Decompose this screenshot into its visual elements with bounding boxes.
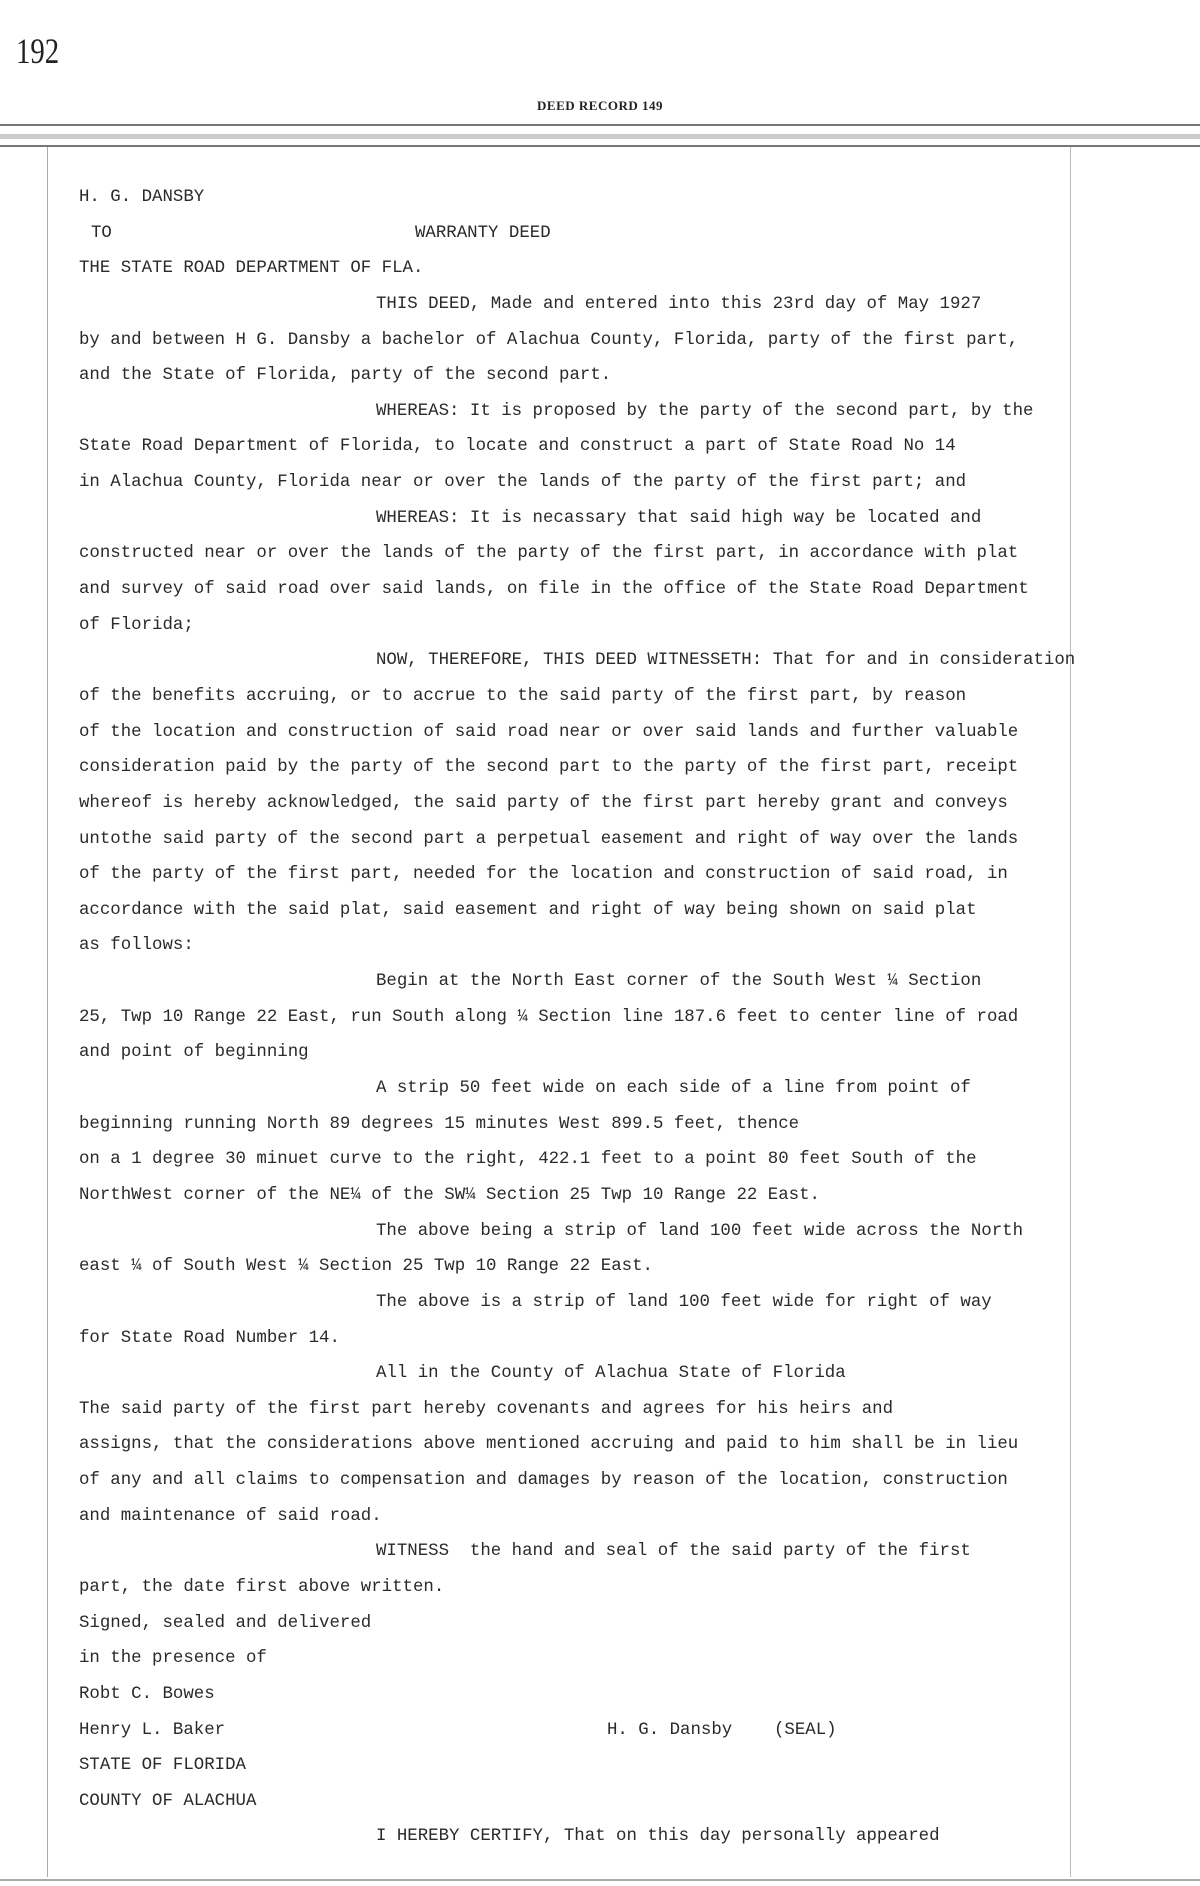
line-text: H. G. DANSBY [79, 188, 205, 207]
text-line [79, 435, 1179, 471]
text-line [79, 934, 1179, 970]
line-text: I HEREBY CERTIFY, That on this day personally appeared [376, 1827, 940, 1847]
line-text: whereof is hereby acknowledged, the said party of the first part hereby grant and conveys [79, 793, 1008, 813]
text-line [79, 1825, 1179, 1861]
line-text: on a 1 degree 30 minuet curve to the right, 422.1 feet to a point 80 feet South of the [79, 1150, 977, 1170]
line-text: in the presence of [79, 1649, 267, 1669]
line-text: The said party of the first part hereby covenants and agrees for his heirs and [79, 1399, 894, 1419]
text-line [79, 1041, 1179, 1077]
text-line [79, 1398, 1179, 1434]
line-text: for State Road Number 14. [79, 1328, 340, 1348]
line-text: 25, Twp 10 Range 22 East, run South along ¼ Section line 187.6 feet to center line of road [79, 1007, 1019, 1027]
line-text: COUNTY OF ALACHUA [79, 1791, 257, 1811]
text-line [79, 578, 1179, 614]
text-line [79, 186, 1179, 222]
text-line [79, 1113, 1179, 1149]
text-line [79, 1754, 1179, 1790]
line-text: by and between H G. Dansby a bachelor of Alachua County, Florida, party of the first part, [79, 330, 1019, 350]
line-text: of any and all claims to compensation and damages by reason of the location, construction [79, 1471, 1008, 1491]
line-text: of the party of the first part, needed for the location and construction of said road, in [79, 865, 1008, 885]
text-line [79, 1220, 1179, 1256]
text-line [79, 542, 1179, 578]
text-line [79, 471, 1179, 507]
text-line [79, 293, 1179, 329]
line-text: NOW, THEREFORE, THIS DEED WITNESSETH: That for and in consideration [376, 651, 1076, 671]
text-line [79, 756, 1179, 792]
line-text: of Florida; [79, 615, 194, 635]
line-text: THE STATE ROAD DEPARTMENT OF FLA. [79, 259, 424, 279]
line-text: WHEREAS: It is proposed by the party of the second part, by the [376, 401, 1034, 421]
line-text: east ¼ of South West ¼ Section 25 Twp 10 Range 22 East. [79, 1257, 653, 1277]
left-margin-line [47, 147, 48, 1877]
line-text: accordance with the said plat, said easement and right of way being shown on said plat [79, 900, 977, 920]
text-line [79, 649, 1179, 685]
text-line [79, 899, 1179, 935]
text-line [79, 364, 1179, 400]
text-line [79, 257, 1179, 293]
text-line [79, 1790, 1179, 1826]
text-line [79, 1433, 1179, 1469]
text-line [79, 1327, 1179, 1363]
text-line [79, 1612, 1179, 1648]
line-text: assigns, that the considerations above mentioned accruing and paid to him shall be in lieu [79, 1435, 1019, 1455]
text-line [79, 863, 1179, 899]
line-text: untothe said party of the second part a perpetual easement and right of way over the lands [79, 829, 1019, 849]
line-text: as follows: [79, 936, 194, 956]
line-text: part, the date first above written. [79, 1577, 445, 1597]
header-rule [0, 124, 1200, 126]
text-line [79, 828, 1179, 864]
line-text: Robt C. Bowes [79, 1684, 215, 1704]
line-text: A strip 50 feet wide on each side of a line from point of [376, 1079, 971, 1099]
line-text: The above being a strip of land 100 feet wide across the North [376, 1221, 1024, 1241]
text-line [79, 1077, 1179, 1113]
bottom-rule [0, 1879, 1200, 1881]
line-text: Begin at the North East corner of the South West ¼ Section [376, 972, 982, 992]
line-text: and the State of Florida, party of the second part. [79, 366, 612, 386]
line-text: constructed near or over the lands of the party of the first part, in accordance with plat [79, 544, 1019, 564]
line-text: TO [91, 223, 112, 243]
text-line [79, 1148, 1179, 1184]
deed-text [79, 186, 1179, 1861]
line-text: and point of beginning [79, 1043, 309, 1063]
line-text: beginning running North 89 degrees 15 minutes West 899.5 feet, thence [79, 1114, 800, 1134]
text-line [79, 685, 1179, 721]
line-text: and survey of said road over said lands, on file in the office of the State Road Department [79, 580, 1029, 600]
page-number: 192 [16, 31, 60, 71]
text-line [79, 1505, 1179, 1541]
text-line [79, 970, 1179, 1006]
line-text: THIS DEED, Made and entered into this 23rd day of May 1927 [376, 294, 982, 314]
line-text: Signed, sealed and delivered [79, 1613, 372, 1633]
line-text: State Road Department of Florida, to locate and construct a part of State Road No 14 [79, 437, 956, 457]
text-line [79, 400, 1179, 436]
text-line [79, 1184, 1179, 1220]
text-line [79, 721, 1179, 757]
line-text: NorthWest corner of the NE¼ of the SW¼ Section 25 Twp 10 Range 22 East. [79, 1185, 820, 1205]
text-line [79, 792, 1179, 828]
line-text: Henry L. Baker [79, 1720, 226, 1740]
document-title: WARRANTY DEED [415, 223, 551, 243]
text-line [79, 1362, 1179, 1398]
line-text: consideration paid by the party of the second part to the party of the first part, receipt [79, 758, 1019, 778]
line-text: of the location and construction of said road near or over said lands and further valuable [79, 722, 1019, 742]
text-line [79, 1291, 1179, 1327]
text-line [79, 1576, 1179, 1612]
header-rule [0, 145, 1200, 147]
text-line [79, 222, 1179, 258]
text-line [79, 1006, 1179, 1042]
header-rule [0, 134, 1200, 139]
page-header: DEED RECORD 149 [537, 98, 663, 113]
text-line [79, 1719, 1179, 1755]
text-line [79, 614, 1179, 650]
line-text: WITNESS the hand and seal of the said party of the first [376, 1542, 971, 1562]
text-line [79, 507, 1179, 543]
text-line [79, 329, 1179, 365]
text-line [79, 1255, 1179, 1291]
line-text: WHEREAS: It is necassary that said high way be located and [376, 508, 982, 528]
line-text: STATE OF FLORIDA [79, 1756, 246, 1776]
line-text: of the benefits accruing, or to accrue to the said party of the first part, by reason [79, 686, 967, 706]
text-line [79, 1683, 1179, 1719]
line-text: The above is a strip of land 100 feet wide for right of way [376, 1292, 992, 1312]
line-text: and maintenance of said road. [79, 1506, 382, 1526]
text-line [79, 1540, 1179, 1576]
text-line [79, 1469, 1179, 1505]
line-text: All in the County of Alachua State of Florida [376, 1364, 846, 1384]
signature-line: H. G. Dansby (SEAL) [607, 1720, 837, 1740]
text-line [79, 1647, 1179, 1683]
line-text: in Alachua County, Florida near or over the lands of the party of the first part; and [79, 473, 967, 493]
